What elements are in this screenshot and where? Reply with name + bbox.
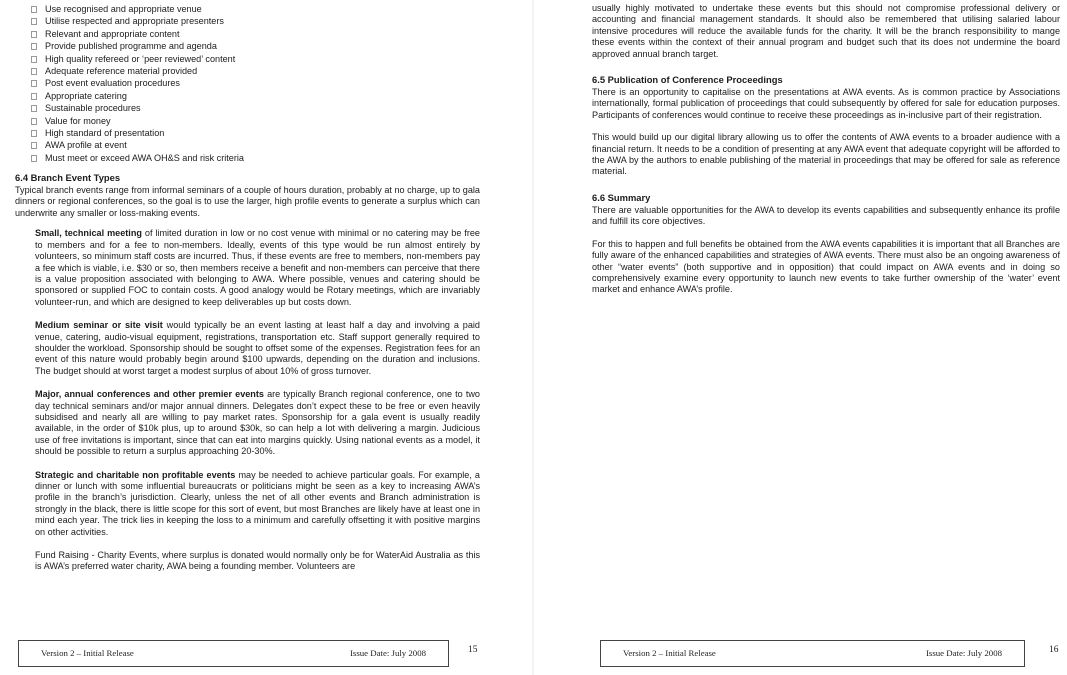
event-type-paragraph (35, 228, 480, 308)
checkbox-icon (31, 80, 37, 87)
checkbox-icon (31, 105, 37, 112)
checkbox-icon (31, 155, 37, 162)
event-type-body: of limited duration in low or no cost venue with minimal or no catering may be free to members and for a fee to non-members. Ideally, events of this type would be run almost entirely by volunteers, so minimum staff costs are incurred. Thus, if these events are free to members, non-members pay a fee which is viable, i.e. $30 or so, then members receive a benefit and non-members can perceive that there is a value proposition associated with belonging to AWA. Where possible, venues and catering should be sponsored or supplied FOC to contain costs. A good analogy would be Rotary meetings, which are invariably volunteer-run, and which are designed to keep deliverables up but costs down. (35, 228, 480, 307)
continuation-paragraph: usually highly motivated to undertake these events but this should not compromise professional delivery or accounting and financial management standards. It should also be remembered that utilising salaried labour intensive procedures will reduce the available funds for the charity. It will be the branch responsibility to mange these events within the context of their annual program and budget such that its does not undermine the board approved annual branch target. (592, 3, 1060, 59)
checklist-item: Utilise respected and appropriate presenters (29, 15, 480, 27)
checkbox-icon (31, 68, 37, 75)
checkbox-icon (31, 142, 37, 149)
event-type-body: would typically be an event lasting at least half a day and involving a paid venue, catering, audio-visual equipment, registrations, transportation etc. Staff support generally required to shoulder the workload. Sponsorship should be sought to offset some of the expenses. Registration fees for an event of this nature would probably begin around $100 upwards, depending on the duration and inclusions. The budget should at worst target a modest surplus of about 10% of gross turnover. (35, 320, 480, 376)
checklist-item: Must meet or exceed AWA OH&S and risk criteria (29, 152, 480, 164)
publication-paragraph: This would build up our digital library allowing us to offer the contents of AWA events to a broader audience with a financial return. It needs to be a condition of presenting at any AWA event that adequate copyright will be afforded to the AWA by the authors to enable publishing of the material in proceedings that may be offered for sale as reference material. (592, 132, 1060, 177)
page-number: 16 (1049, 645, 1059, 655)
checkbox-icon (31, 56, 37, 63)
event-type-list (35, 228, 480, 573)
section-heading-branch-event-types: 6.4 Branch Event Types (15, 172, 121, 184)
footer-version: Version 2 – Initial Release (623, 648, 716, 658)
checklist-item: Relevant and appropriate content (29, 28, 480, 40)
checkbox-icon (31, 93, 37, 100)
right-page-content (592, 3, 1060, 296)
event-criteria-checklist (29, 3, 480, 164)
checklist-item: High quality refereed or ‘peer reviewed’ content (29, 53, 480, 65)
checklist-item: Value for money (29, 115, 480, 127)
footer-version: Version 2 – Initial Release (41, 648, 134, 658)
left-page-content (15, 3, 480, 573)
event-type-body: may be needed to achieve particular goals. For example, a dinner or lunch with some influential bureaucrats or politicians might be seen as a key to increasing AWA’s profile in the branch’s jurisdiction. Clearly, unless the net of all other events and Branch administration is strongly in the black, there is little scope for this sort of event, but most Branches are likely have at least one in mind each year. The trick lies in keeping the loss to a minimum and carefully offsetting it with positive margins on other activities. (35, 469, 480, 537)
checklist-item: Use recognised and appropriate venue (29, 3, 480, 15)
event-type-title: Small, technical meeting (35, 228, 142, 239)
checkbox-icon (31, 130, 37, 137)
publication-paragraph: There is an opportunity to capitalise on the presentations at AWA events. As is common practice by Associations internationally, formal publication of proceedings that could subsequently by offered for sale for education purposes. Participants of conferences would continue to receive these proceedings as in-inclusive part of their registration. (592, 87, 1060, 120)
checklist-item: Sustainable procedures (29, 102, 480, 114)
footer-issue-date: Issue Date: July 2008 (926, 648, 1002, 658)
event-type-paragraph (35, 470, 480, 538)
checkbox-icon (31, 43, 37, 50)
section-heading-summary: 6.6 Summary (592, 191, 651, 203)
event-type-paragraph (35, 389, 480, 457)
page-footer (600, 640, 1025, 667)
checkbox-icon (31, 18, 37, 25)
checklist-item: AWA profile at event (29, 139, 480, 151)
event-type-title: Strategic and charitable non profitable events (35, 469, 236, 480)
event-type-body: are typically Branch regional conference, one to two day technical seminars and/or major annual dinners. Delegates don’t expect these to be free or even heavily subsidised and nearly all are willing to pay market rates. Sponsorship for a gala event is usually readily available, in the order of $10k plus, up to around $30k, so can help a lot with delivering a margin. Judicious use of free invitations is important, since that can eat into margins quickly. Using national events as a model, it should be possible to return a surplus approaching 20-30%. (35, 389, 480, 457)
section-intro-paragraph: Typical branch events range from informal seminars of a couple of hours duration, probably at no charge, up to gala dinners or regional conferences, so the goal is to use the larger, high profile events to generate a surplus which can underwrite any smaller or loss-making events. (15, 185, 480, 218)
page-number: 15 (468, 645, 478, 655)
event-type-paragraph (35, 320, 480, 377)
right-page (534, 0, 1067, 675)
summary-paragraph: There are valuable opportunities for the AWA to develop its events capabilities and subsequently enhance its profile and fulfill its core objectives. (592, 204, 1060, 227)
footer-issue-date: Issue Date: July 2008 (350, 648, 426, 658)
summary-paragraph: For this to happen and full benefits be obtained from the AWA events capabilities it is important that all Branches are fully aware of the enhanced capabilities and strategies of AWA events. There must also be an ongoing awareness of other “water events” (both supportive and in opposition) that could impact on AWA events and in doing so comprehensively examine every opportunity to launch new events to take further ownership of the ‘water’ event market and enhance AWA’s profile. (592, 238, 1060, 295)
checkbox-icon (31, 118, 37, 125)
checklist-item: Post event evaluation procedures (29, 77, 480, 89)
checklist-item: Appropriate catering (29, 90, 480, 102)
fundraising-paragraph: Fund Raising - Charity Events, where surplus is donated would normally only be for WaterAid Australia as this is AWA’s preferred water charity, AWA being a founding member. Volunteers are (35, 550, 480, 572)
checklist-item: High standard of presentation (29, 127, 480, 139)
event-type-title: Medium seminar or site visit (35, 320, 163, 331)
checkbox-icon (31, 6, 37, 13)
section-heading-publication: 6.5 Publication of Conference Proceedings (592, 74, 783, 86)
event-type-title: Major, annual conferences and other premier events (35, 389, 264, 400)
checklist-item: Adequate reference material provided (29, 65, 480, 77)
page-footer (18, 640, 449, 667)
checkbox-icon (31, 31, 37, 38)
checklist-item: Provide published programme and agenda (29, 40, 480, 52)
